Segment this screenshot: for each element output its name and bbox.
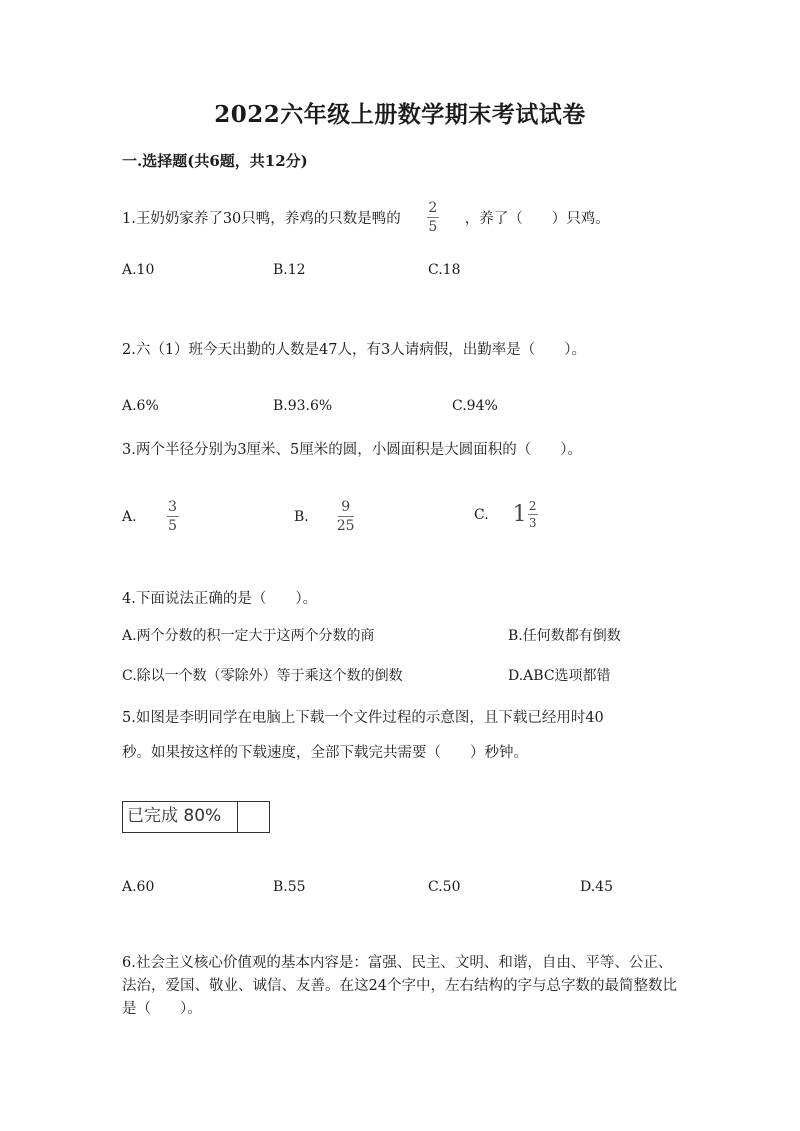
fraction-numerator: 3: [168, 499, 178, 515]
fraction-numerator: 9: [341, 499, 351, 515]
download-progress-figure: [122, 801, 270, 833]
option-b[interactable]: B.93.6%: [273, 398, 333, 414]
option-b[interactable]: [294, 500, 355, 533]
question-5-line-1: 5.如图是李明同学在电脑上下载一个文件过程的示意图，且下载已经用时40: [122, 710, 604, 726]
question-1: [122, 201, 610, 234]
page-title: 2022六年级上册数学期末考试试卷: [214, 101, 586, 128]
fraction: [528, 500, 538, 529]
progress-label: 已完成 80%: [123, 802, 238, 832]
fraction-bar: [338, 516, 354, 517]
option-a[interactable]: A.两个分数的积一定大于这两个分数的商: [122, 628, 375, 644]
question-5-line-2: 秒。如果按这样的下载速度，全部下载完共需要（ ）秒钟。: [122, 745, 528, 761]
option-d[interactable]: D.ABC选项都错: [508, 668, 611, 684]
fraction: [167, 500, 179, 533]
option-b[interactable]: B.12: [273, 262, 306, 278]
option-label: C.: [474, 506, 489, 523]
option-c[interactable]: C.除以一个数（零除外）等于乘这个数的倒数: [122, 668, 403, 684]
option-b[interactable]: B.55: [273, 879, 306, 895]
progress-remaining: [238, 802, 269, 832]
mixed-number-whole: 1: [512, 502, 527, 527]
fraction-denominator: 25: [336, 518, 355, 534]
option-a[interactable]: A.6%: [122, 398, 159, 414]
option-label: B.: [294, 508, 309, 525]
question-1-text-before: 1.王奶奶家养了30只鸭，养鸡的只数是鸭的: [122, 211, 401, 227]
fraction-bar: [427, 217, 439, 218]
option-a[interactable]: [122, 500, 179, 533]
question-1-text-after: ，养了（ ）只鸡。: [464, 211, 610, 227]
fraction: [337, 500, 355, 533]
fraction-denominator: 5: [428, 219, 438, 235]
fraction-numerator: 2: [528, 499, 537, 513]
option-c[interactable]: [474, 500, 538, 529]
option-b[interactable]: B.任何数都有倒数: [508, 628, 621, 644]
option-a[interactable]: A.10: [122, 262, 155, 278]
fraction-bar: [167, 516, 179, 517]
question-3: 3.两个半径分别为3厘米、5厘米的圆，小圆面积是大圆面积的（ ）。: [122, 442, 583, 458]
fraction-denominator: 3: [528, 516, 537, 530]
question-6: 6.社会主义核心价值观的基本内容是：富强、民主、文明、和谐，自由、平等、公正、法治，爱国、敬业、诚信、友善。在这24个字中，左右结构的字与总字数的最简整数比是（ ）。: [122, 955, 677, 1017]
fraction: [427, 201, 439, 234]
mixed-number: [513, 500, 538, 529]
section-heading: 一.选择题(共6题，共12分): [122, 152, 308, 170]
question-2: 2.六（1）班今天出勤的人数是47人，有3人请病假，出勤率是（ ）。: [122, 342, 586, 358]
option-c[interactable]: C.18: [428, 262, 461, 278]
fraction-denominator: 5: [168, 518, 178, 534]
fraction-numerator: 2: [428, 200, 438, 216]
option-c[interactable]: C.94%: [452, 398, 498, 414]
option-d[interactable]: D.45: [580, 879, 613, 895]
question-4: 4.下面说法正确的是（ ）。: [122, 591, 318, 607]
option-c[interactable]: C.50: [428, 879, 461, 895]
fraction-bar: [528, 514, 538, 515]
option-label: A.: [122, 508, 137, 525]
option-a[interactable]: A.60: [122, 879, 155, 895]
